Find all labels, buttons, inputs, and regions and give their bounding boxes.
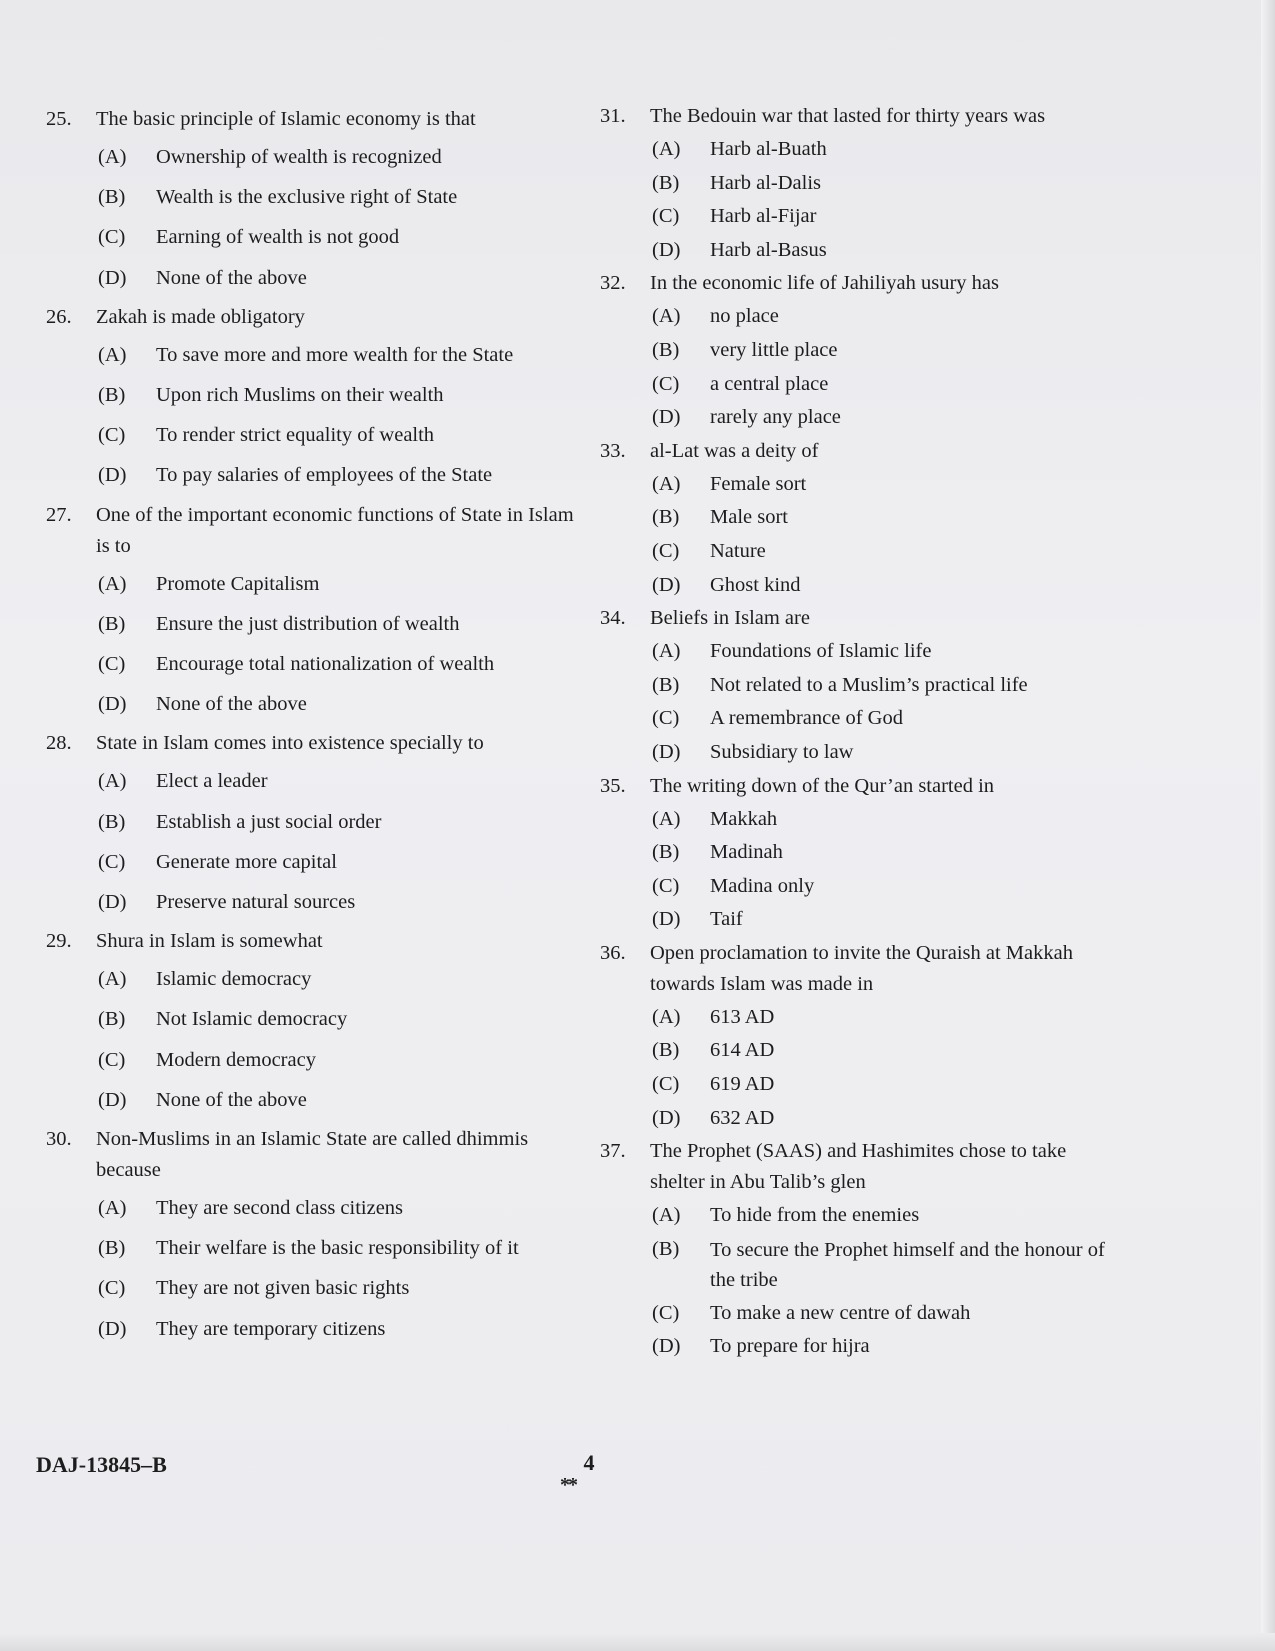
option-label: (C) [98, 226, 126, 249]
option-label: (D) [98, 1088, 127, 1111]
option-text: Promote Capitalism [156, 572, 320, 595]
option-text: Harb al-Fijar [710, 205, 817, 228]
option-d [600, 736, 1120, 770]
option-b [46, 802, 586, 842]
option-text: Ensure the just distribution of wealth [156, 612, 460, 635]
option-text: Harb al-Dalis [710, 171, 821, 194]
option-text: 632 AD [710, 1106, 775, 1129]
option-a [600, 1199, 1120, 1233]
option-a [46, 137, 586, 177]
option-label: (B) [98, 1008, 126, 1031]
option-d [600, 234, 1120, 268]
option-text: Elect a leader [156, 770, 268, 793]
option-label: (C) [98, 850, 126, 873]
question-37 [600, 1136, 1120, 1364]
option-text: Madinah [710, 841, 783, 864]
question-26 [46, 302, 586, 496]
option-c [46, 1040, 586, 1080]
option-text: Female sort [710, 472, 807, 495]
option-label: (A) [98, 343, 127, 366]
option-text: Preserve natural sources [156, 891, 356, 914]
option-b [46, 177, 586, 217]
question-33 [600, 436, 1120, 602]
page-number: 4 [583, 1450, 595, 1475]
footer-marker: ** [560, 1474, 576, 1496]
option-b [600, 1233, 1120, 1297]
option-d [46, 1309, 586, 1349]
option-text: Ghost kind [710, 573, 801, 596]
option-b [600, 1034, 1120, 1068]
option-label: (C) [98, 1277, 126, 1300]
option-label: (A) [652, 640, 681, 663]
question-text: Beliefs in Islam are [650, 607, 810, 630]
option-c [600, 535, 1120, 569]
question-text: The Prophet (SAAS) and Hashimites chose to take shelter in Abu Talib’s glen [650, 1140, 1067, 1194]
option-d [46, 684, 586, 724]
question-34 [600, 603, 1120, 769]
option-a [46, 959, 586, 999]
option-c [600, 200, 1120, 234]
option-text: Ownership of wealth is recognized [156, 146, 442, 168]
option-label: (D) [652, 406, 681, 429]
option-label: (C) [652, 1073, 680, 1096]
question-36 [600, 938, 1120, 1135]
option-label: (B) [652, 506, 680, 529]
option-b [600, 501, 1120, 535]
question-number: 35. [600, 774, 626, 797]
right-column [600, 100, 1120, 1364]
option-a [600, 300, 1120, 334]
option-d [46, 455, 586, 495]
option-label: (B) [98, 612, 126, 635]
question-number: 26. [46, 305, 72, 328]
option-text: None of the above [156, 266, 307, 289]
option-c [46, 842, 586, 882]
option-label: (B) [652, 841, 680, 864]
option-label: (D) [652, 740, 681, 763]
option-text: a central place [710, 372, 829, 395]
option-label: (A) [98, 968, 127, 991]
question-number: 37. [600, 1140, 626, 1163]
option-label: (C) [652, 707, 680, 730]
option-label: (D) [652, 908, 681, 931]
option-text: Harb al-Basus [710, 238, 827, 261]
option-label: (B) [98, 810, 126, 833]
question-number: 30. [46, 1128, 72, 1151]
option-label: (B) [652, 171, 680, 194]
option-text: 613 AD [710, 1005, 775, 1028]
question-32 [600, 268, 1120, 434]
option-text: Not related to a Muslim’s practical life [710, 673, 1028, 696]
option-label: (D) [98, 266, 127, 289]
option-text: Harb al-Buath [710, 138, 827, 160]
option-label: (D) [98, 693, 127, 716]
option-c [46, 415, 586, 455]
option-a [600, 1001, 1120, 1035]
question-text: Non-Muslims in an Islamic State are called dhimmis because [96, 1128, 529, 1182]
option-label: (B) [98, 1237, 126, 1260]
question-number: 33. [600, 439, 626, 462]
option-label: (C) [652, 205, 680, 228]
option-label: (B) [98, 186, 126, 209]
option-text: Islamic democracy [156, 968, 312, 991]
question-text: Zakah is made obligatory [96, 305, 305, 328]
option-text: Modern democracy [156, 1048, 316, 1071]
option-a [600, 803, 1120, 837]
left-column [46, 100, 586, 1349]
option-label: (B) [652, 338, 680, 361]
question-text: The basic principle of Islamic economy is that [96, 108, 476, 130]
question-text: The Bedouin war that lasted for thirty years was [650, 105, 1046, 127]
option-label: (D) [98, 1317, 127, 1340]
option-label: (A) [652, 1005, 681, 1028]
question-30 [46, 1124, 586, 1349]
question-text: The writing down of the Qur’an started in [650, 774, 995, 797]
option-a [46, 761, 586, 801]
question-27 [46, 500, 586, 725]
option-label: (A) [652, 305, 681, 328]
option-c [600, 368, 1120, 402]
option-label: (C) [98, 424, 126, 447]
question-number: 34. [600, 607, 626, 630]
option-c [600, 1068, 1120, 1102]
option-b [46, 604, 586, 644]
option-text: Taif [710, 908, 743, 931]
option-label: (A) [652, 138, 681, 160]
option-c [600, 702, 1120, 736]
option-label: (B) [652, 1237, 680, 1260]
question-text: In the economic life of Jahiliyah usury has [650, 272, 999, 295]
question-29 [46, 926, 586, 1120]
option-d [46, 1080, 586, 1120]
option-text: very little place [710, 338, 838, 361]
option-text: To pay salaries of employees of the State [156, 464, 493, 487]
option-label: (C) [652, 874, 680, 897]
question-31 [600, 101, 1120, 267]
option-text: A remembrance of God [710, 707, 903, 730]
option-label: (A) [652, 807, 681, 830]
question-text: State in Islam comes into existence specially to [96, 732, 484, 755]
option-a [600, 133, 1120, 167]
question-number: 27. [46, 503, 72, 526]
question-text: Open proclamation to invite the Quraish at Makkah towards Islam was made in [650, 941, 1073, 995]
option-label: (A) [98, 146, 127, 168]
option-label: (C) [98, 1048, 126, 1071]
scan-edge-right [1261, 0, 1275, 1651]
option-d [600, 1330, 1120, 1364]
option-text: To save more and more wealth for the State [156, 343, 514, 366]
question-number: 25. [46, 108, 72, 130]
option-c [600, 870, 1120, 904]
option-text: rarely any place [710, 406, 841, 429]
option-text: Upon rich Muslims on their wealth [156, 384, 444, 407]
question-28 [46, 728, 586, 922]
option-label: (C) [98, 653, 126, 676]
option-label: (D) [652, 1106, 681, 1129]
option-label: (A) [98, 572, 127, 595]
option-label: (C) [652, 372, 680, 395]
option-text: To secure the Prophet himself and the honour of the tribe [710, 1238, 1105, 1291]
option-d [600, 401, 1120, 435]
option-a [46, 564, 586, 604]
option-c [46, 1268, 586, 1308]
option-label: (D) [98, 891, 127, 914]
option-a [600, 635, 1120, 669]
option-text: None of the above [156, 1088, 307, 1111]
option-text: Not Islamic democracy [156, 1008, 348, 1031]
option-text: To make a new centre of dawah [710, 1301, 971, 1324]
question-number: 28. [46, 732, 72, 755]
option-b [600, 167, 1120, 201]
option-text: Wealth is the exclusive right of State [156, 186, 458, 209]
option-text: Male sort [710, 506, 788, 529]
option-text: To hide from the enemies [710, 1204, 920, 1227]
option-text: Establish a just social order [156, 810, 382, 833]
option-text: 619 AD [710, 1073, 775, 1096]
option-b [46, 1228, 586, 1268]
option-text: They are second class citizens [156, 1197, 404, 1220]
option-label: (D) [98, 464, 127, 487]
option-c [46, 217, 586, 257]
option-a [600, 468, 1120, 502]
option-text: Foundations of Islamic life [710, 640, 932, 663]
option-b [600, 836, 1120, 870]
question-number: 36. [600, 941, 626, 964]
option-b [600, 334, 1120, 368]
option-text: To render strict equality of wealth [156, 424, 435, 447]
option-text: They are temporary citizens [156, 1317, 386, 1340]
scan-edge-bottom [0, 1633, 1275, 1651]
option-text: Madina only [710, 874, 815, 897]
option-d [600, 903, 1120, 937]
option-text: They are not given basic rights [156, 1277, 410, 1300]
option-text: no place [710, 305, 779, 328]
option-label: (A) [98, 1197, 127, 1220]
option-text: Generate more capital [156, 850, 337, 873]
question-text: Shura in Islam is somewhat [96, 930, 323, 953]
option-label: (D) [652, 1335, 681, 1358]
option-label: (D) [652, 573, 681, 596]
option-text: Earning of wealth is not good [156, 226, 400, 249]
question-number: 29. [46, 930, 72, 953]
question-text: One of the important economic functions of State in Islam is to [96, 503, 574, 557]
option-text: Subsidiary to law [710, 740, 854, 763]
option-text: Encourage total nationalization of wealth [156, 653, 495, 676]
option-text: Nature [710, 539, 766, 562]
option-label: (B) [98, 384, 126, 407]
option-d [46, 258, 586, 298]
option-d [600, 569, 1120, 603]
question-number: 31. [600, 105, 626, 127]
question-25 [46, 104, 586, 298]
option-d [600, 1102, 1120, 1136]
option-label: (B) [652, 1039, 680, 1062]
option-b [600, 669, 1120, 703]
question-35 [600, 771, 1120, 937]
option-c [46, 644, 586, 684]
option-text: To prepare for hijra [710, 1335, 870, 1358]
option-label: (A) [652, 1204, 681, 1227]
option-text: Makkah [710, 807, 778, 830]
option-a [46, 335, 586, 375]
option-label: (A) [652, 472, 681, 495]
option-label: (C) [652, 1301, 680, 1324]
option-text: None of the above [156, 693, 307, 716]
option-b [46, 999, 586, 1039]
question-number: 32. [600, 272, 626, 295]
option-a [46, 1188, 586, 1228]
option-text: Their welfare is the basic responsibility of it [156, 1237, 519, 1260]
option-label: (B) [652, 673, 680, 696]
paper-code: DAJ-13845–B [36, 1452, 167, 1477]
option-d [46, 882, 586, 922]
option-label: (A) [98, 770, 127, 793]
option-text: 614 AD [710, 1039, 775, 1062]
option-b [46, 375, 586, 415]
question-text: al-Lat was a deity of [650, 439, 819, 462]
option-label: (D) [652, 238, 681, 261]
option-label: (C) [652, 539, 680, 562]
option-c [600, 1297, 1120, 1331]
